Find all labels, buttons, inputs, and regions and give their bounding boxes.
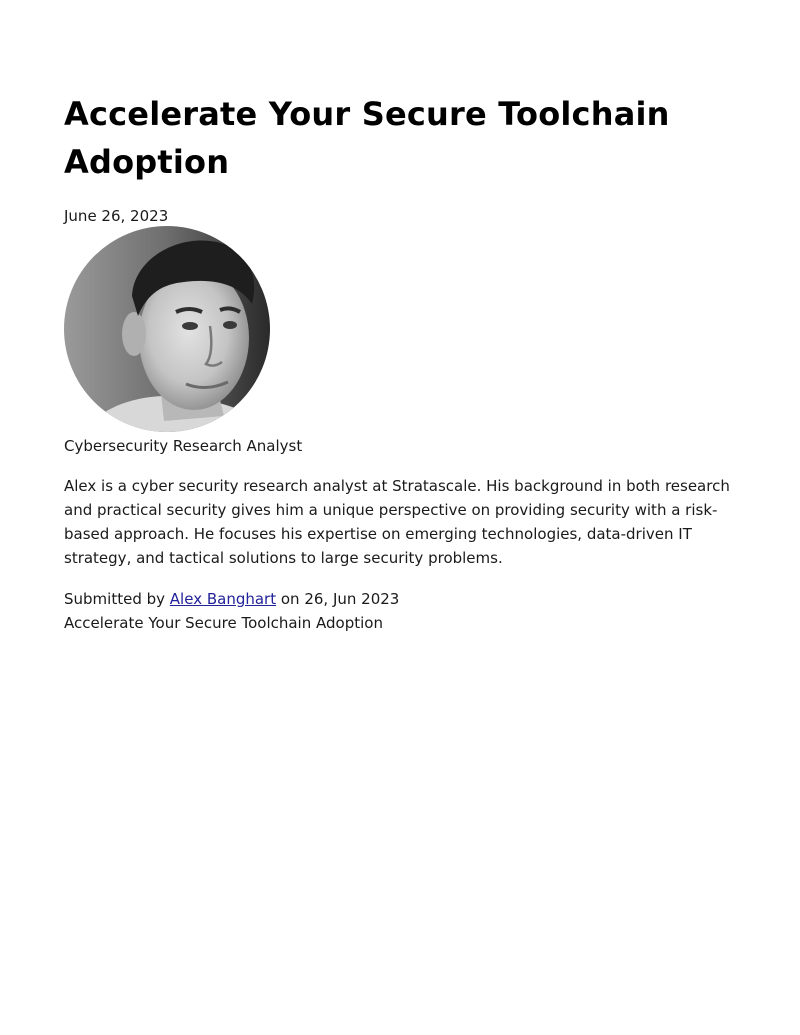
- submission-date: on 26, Jun 2023: [280, 590, 400, 608]
- footer-article-title: Accelerate Your Secure Toolchain Adoption: [64, 614, 383, 632]
- author-avatar: [64, 226, 270, 432]
- author-photo: [64, 226, 270, 432]
- submitted-by-label: Submitted by: [64, 590, 166, 608]
- author-link[interactable]: Alex Banghart: [169, 590, 277, 608]
- author-bio: Alex is a cyber security research analyst at Stratascale. His background in both research and practical security gives him a unique perspective on providing security with a risk-based approach. He focuses his expertise on emerging technologies, data-driven IT strategy, and tactical solutions to large security problems.: [64, 477, 730, 567]
- author-role: Cybersecurity Research Analyst: [64, 437, 303, 455]
- submission-line: [64, 587, 399, 611]
- page-title: Accelerate Your Secure Toolchain Adoption: [64, 95, 670, 181]
- publish-date: June 26, 2023: [64, 207, 169, 225]
